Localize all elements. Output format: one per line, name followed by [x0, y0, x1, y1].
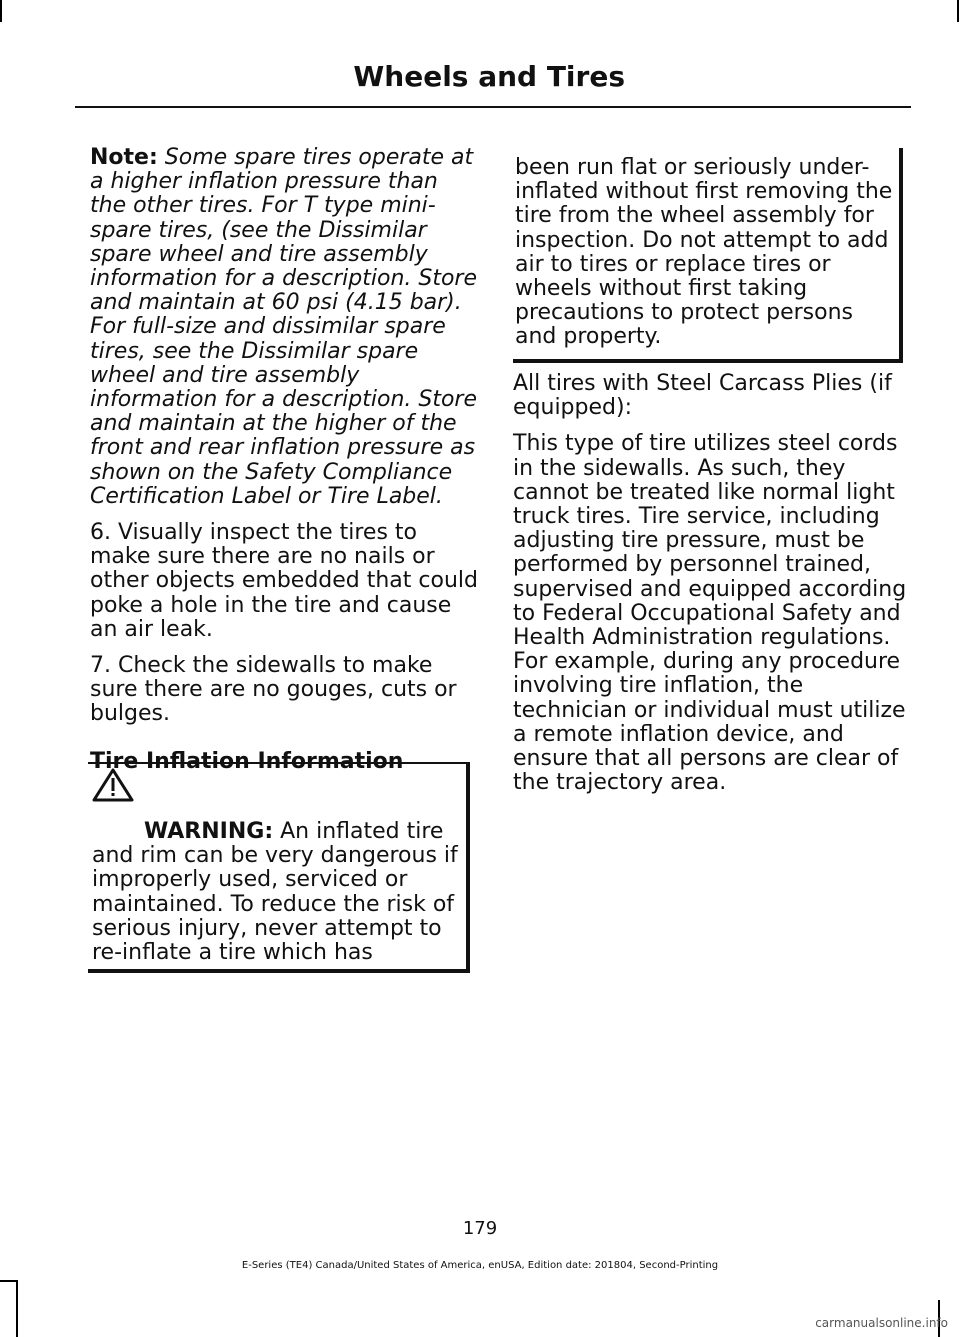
- steel-text: This type of tire utilizes steel cords in the sidewalls. As such, they cannot be treated like normal light truck tires. Tire service, including adjusting tire pressure, must be performed by personnel trained, supervised and equipped according to Federal Occupational Safety and Health Administration regulations. For example, during any procedure involving tire inflation, the technician or individual must utilize a remote inflation device, and ensure that all persons are clear of the trajectory area.: [513, 431, 907, 796]
- warning-text-continued: been run flat or seriously under-inflated without first removing the tire from the wheel assembly for inspection. Do not attempt to add air to tires or replace tires or wheels without first taking precautions to protect persons and property.: [515, 155, 893, 350]
- section-heading: Tire Inflation Information: [90, 748, 404, 774]
- note-text: Some spare tires operate at a higher inflation pressure than the other tires. For T type mini-spare tires, (see the Dissimilar spare wheel and tire assembly information for a description. Store and maintain at 60 psi (4.15 bar). For full-size and dissimilar spare tires, see the Dissimilar spare wheel and tire assembly information for a description. Store and maintain at the higher of the front and rear inflation pressure as shown on the Safety Compliance Certification Label or Tire Label.: [90, 145, 478, 509]
- left-column: [90, 146, 480, 775]
- warning-box-continued: [513, 148, 903, 363]
- step-6: 6. Visually inspect the tires to make sure there are no nails or other objects embedded that could poke a hole in the tire and cause an air leak.: [90, 520, 478, 642]
- right-column: [513, 372, 909, 807]
- header-rule: [75, 106, 911, 108]
- warning-triangle-icon: [92, 768, 134, 802]
- steel-heading: All tires with Steel Carcass Plies (if equipped):: [513, 371, 892, 421]
- crop-mark: [0, 1280, 16, 1282]
- warning-box: [88, 762, 470, 973]
- page-number: 179: [462, 1218, 498, 1239]
- crop-mark: [957, 0, 959, 22]
- footer-edition: E-Series (TE4) Canada/United States of America, enUSA, Edition date: 201804, Second-Printing: [241, 1260, 719, 1271]
- warning-text-start: An inflated tire and rim can be very dangerous if improperly used, serviced or maintained. To reduce the risk of serious injury, never attempt to re-inflate a tire which has: [92, 819, 458, 966]
- warning-text: [92, 820, 464, 965]
- crop-mark: [0, 0, 2, 22]
- note-label: Note:: [90, 145, 158, 170]
- crop-mark: [16, 1280, 18, 1337]
- watermark: carmanualsonline.info: [815, 1316, 948, 1330]
- page-title: Wheels and Tires: [353, 60, 625, 93]
- note-paragraph: [90, 146, 480, 509]
- warning-label: WARNING:: [144, 819, 274, 844]
- step-7: 7. Check the sidewalls to make sure there are no gouges, cuts or bulges.: [90, 653, 457, 727]
